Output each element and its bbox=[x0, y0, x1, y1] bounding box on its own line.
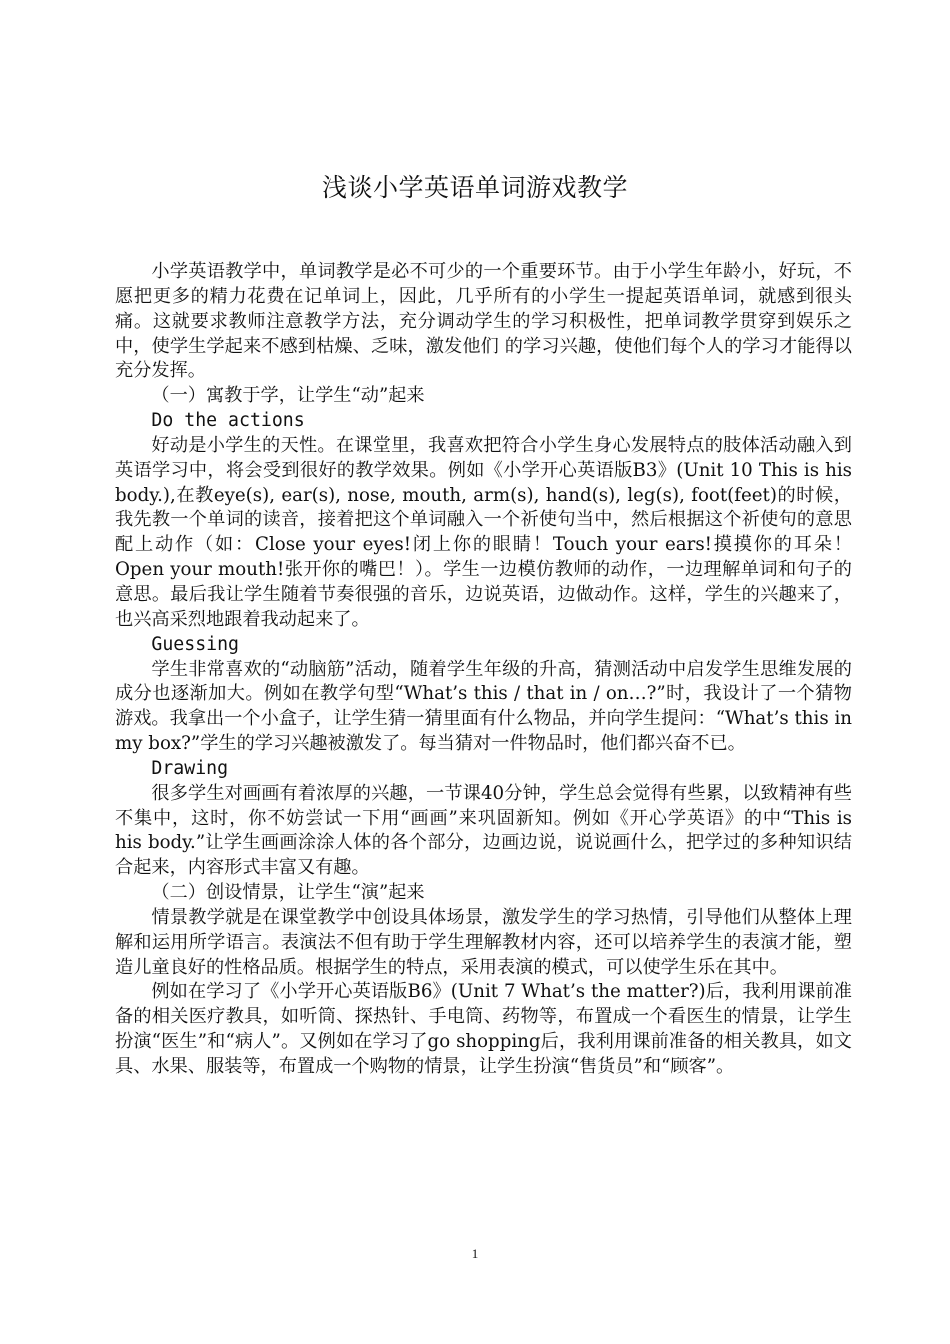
section-heading-1: （一）寓教于学，让学生“动”起来 bbox=[151, 385, 425, 407]
document-title: 浅谈小学英语单词游戏教学 bbox=[321, 173, 628, 202]
subheading-do-the-actions: Do the actions bbox=[151, 410, 305, 432]
paragraph-guessing: 学生非常喜欢的“动脑筋”活动，随着学生年级的升高，猜测活动中启发学生思维发展的成分也逐渐加大。例如在教学句型“What’s this / that in / on…?”时，我设计了一个猜物游戏。我拿出一个小盒子，让学生猜一猜里面有什么物品，并向学生提问：“What’s this in my box?”学生的学习兴趣被激发了。每当猜对一件物品时，他们都兴奋不已。 bbox=[115, 658, 852, 755]
document-body bbox=[115, 260, 852, 1080]
paragraph-drawing: 很多学生对画画有着浓厚的兴趣，一节课40分钟，学生总会觉得有些累，以致精神有些不集中，这时，你不妨尝试一下用“画画”来巩固新知。例如《开心学英语》的中“This is his body.”让学生画画涂涂人体的各个部分，边画边说，说说画什么，把学过的多种知识结合起来，内容形式丰富又有趣。 bbox=[115, 782, 852, 879]
section-heading-2: （二）创设情景，让学生“演”起来 bbox=[151, 882, 425, 904]
paragraph-situational-teaching: 情景教学就是在课堂教学中创设具体场景，激发学生的学习热情，引导他们从整体上理解和运用所学语言。表演法不但有助于学生理解教材内容，还可以培养学生的表演才能，塑造儿童良好的性格品质。根据学生的特点，采用表演的模式，可以使学生乐在其中。 bbox=[115, 906, 852, 978]
paragraph-actions: 好动是小学生的天性。在课堂里，我喜欢把符合小学生身心发展特点的肢体活动融入到英语学习中，将会受到很好的教学效果。例如《小学开心英语版B3》(Unit 10 This is his body.),在教eye(s), ear(s), nose, mouth, arm(s), hand(s), leg(s), foot(feet)的时候，我先教一个单词的读音，接着把这个单词融入一个祈使句当中，然后根据这个祈使句的意思配上动作（如：Close your eyes!闭上你的眼睛！Touch your ears!摸摸你的耳朵！Open your mouth!张开你的嘴巴！）。学生一边模仿教师的动作，一边理解单词和句子的意思。最后我让学生随着节奏很强的音乐，边说英语，边做动作。这样，学生的兴趣来了，也兴高采烈地跟着我动起来了。 bbox=[115, 434, 852, 630]
page-number: 1 bbox=[471, 1246, 479, 1261]
subheading-drawing: Drawing bbox=[151, 757, 229, 779]
subheading-guessing: Guessing bbox=[151, 633, 239, 655]
intro-paragraph: 小学英语教学中，单词教学是必不可少的一个重要环节。由于小学生年龄小，好玩，不愿把更多的精力花费在记单词上，因此，几乎所有的小学生一提起英语单词，就感到很头痛。这就要求教师注意教学方法，充分调动学生的学习积极性，把单词教学贯穿到娱乐之中，使学生学起来不感到枯燥、乏味，激发他们 的学习兴趣，使他们每个人的学习才能得以充分发挥。 bbox=[115, 261, 852, 382]
paragraph-role-play-example: 例如在学习了《小学开心英语版B6》(Unit 7 What’s the matter?)后，我利用课前准备的相关医疗教具，如听筒、探热针、手电筒、药物等，布置成一个看医生的情景，让学生扮演“医生”和“病人”。又例如在学习了go shopping后，我利用课前准备的相关教具，如文具、水果、服装等，布置成一个购物的情景，让学生扮演“售货员”和“顾客”。 bbox=[115, 981, 852, 1077]
